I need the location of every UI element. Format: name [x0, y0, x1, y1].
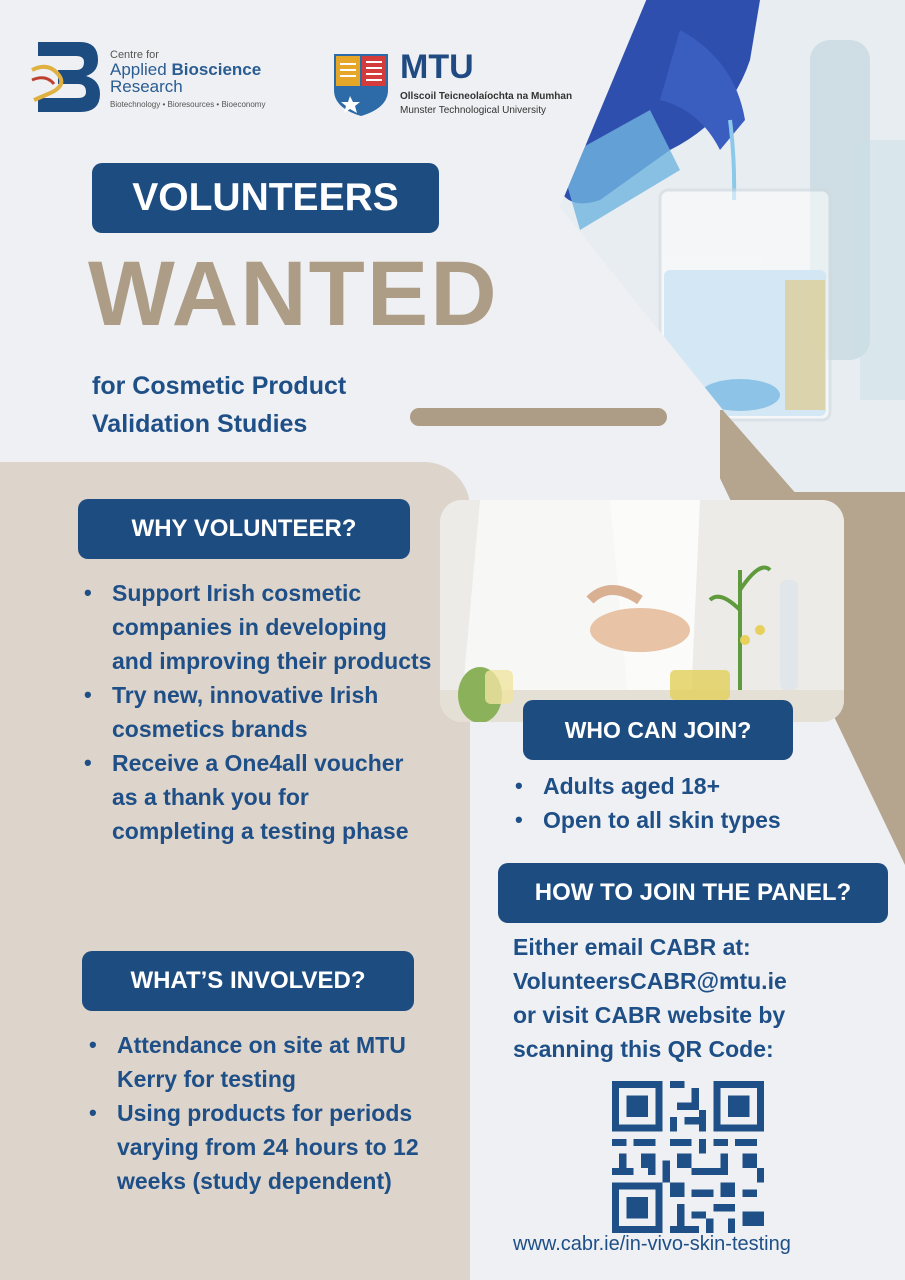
cabr-logo-icon — [28, 34, 102, 116]
subtitle-line2: Validation Studies — [92, 410, 308, 438]
list-item: • Using products for periods varying from 24 hours to 12 weeks (study dependent) — [87, 1096, 447, 1198]
qr-code-icon[interactable] — [612, 1081, 764, 1233]
how-line4: scanning this QR Code: — [513, 1036, 774, 1062]
who-can-join-heading: WHO CAN JOIN? — [523, 700, 793, 760]
list-item: • Adults aged 18+ — [513, 769, 843, 803]
how-line1: Either email CABR at: — [513, 934, 751, 960]
list-item: • Receive a One4all voucher as a thank you for completing a testing phase — [82, 746, 432, 848]
wanted-heading: WANTED — [88, 243, 499, 345]
mtu-english-name: Munster Technological University — [400, 105, 546, 116]
cabr-line1: Centre for — [110, 49, 159, 61]
list-item: • Open to all skin types — [513, 803, 843, 837]
how-to-join-heading: HOW TO JOIN THE PANEL? — [498, 863, 888, 923]
mtu-irish-name: Ollscoil Teicneolaíochta na Mumhan — [400, 91, 573, 102]
how-line3: or visit CABR website by — [513, 1002, 786, 1028]
why-volunteer-list — [82, 576, 432, 848]
who-can-join-list — [513, 769, 843, 837]
subtitle-line1: for Cosmetic Product — [92, 372, 347, 400]
mtu-title: MTU — [400, 48, 474, 86]
scientist-photo — [440, 500, 844, 722]
cabr-logo-text — [110, 50, 265, 109]
cabr-line2: Applied — [110, 60, 167, 79]
cabr-tagline: Biotechnology • Bioresources • Bioeconomy — [110, 100, 266, 109]
why-volunteer-heading: WHY VOLUNTEER? — [78, 499, 410, 559]
decorative-bar — [410, 408, 667, 426]
list-item: • Attendance on site at MTU Kerry for testing — [87, 1028, 447, 1096]
subtitle — [92, 367, 346, 443]
mtu-crest-icon — [332, 50, 390, 118]
list-item: • Try new, innovative Irish cosmetics brands — [82, 678, 432, 746]
volunteers-heading: VOLUNTEERS — [92, 163, 439, 233]
whats-involved-heading: WHAT’S INVOLVED? — [82, 951, 414, 1011]
whats-involved-list — [87, 1028, 447, 1198]
cabr-website-link[interactable]: www.cabr.ie/in-vivo-skin-testing — [513, 1233, 791, 1255]
cabr-line3: Research — [110, 77, 183, 96]
email-link[interactable]: VolunteersCABR@mtu.ie — [513, 968, 787, 994]
how-to-join-text — [513, 930, 787, 1066]
cabr-line2-bold: Bioscience — [171, 60, 262, 79]
list-item: • Support Irish cosmetic companies in developing and improving their products — [82, 576, 432, 678]
